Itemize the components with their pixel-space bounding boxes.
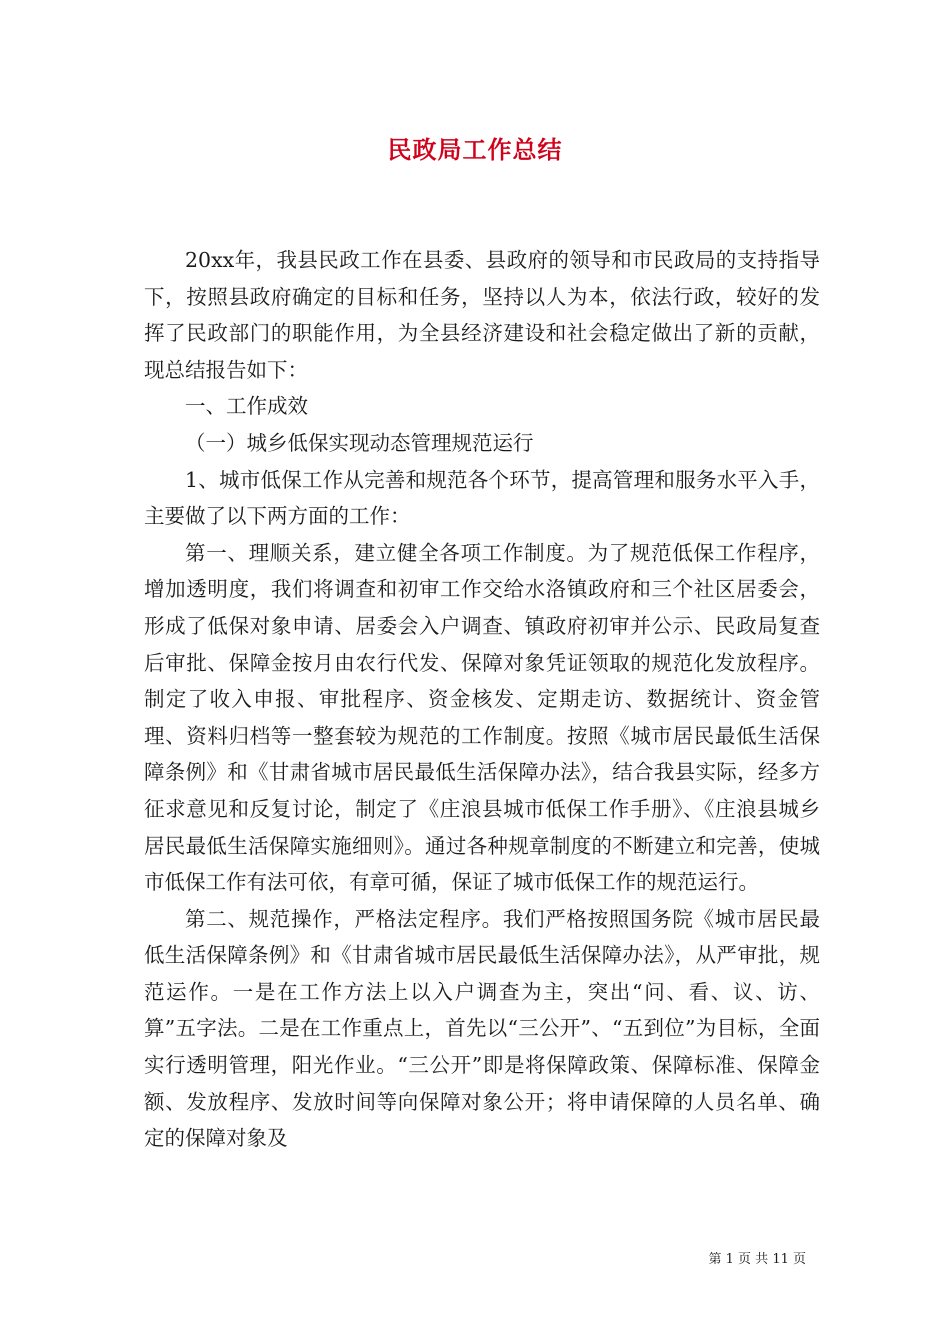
paragraph-first: 第一、理顺关系，建立健全各项工作制度。为了规范低保工作程序，增加透明度，我们将调查和初审工作交给水洛镇政府和三个社区居委会，形成了低保对象申请、居委会入户调查、镇政府初审并公示、民政局复查后审批、保障金按月由农行代发、保障对象凭证领取的规范化发放程序。制定了收入申报、审批程序、资金核发、定期走访、数据统计、资金管理、资料归档等一整套较为规范的工作制度。按照《城市居民最低生活保障条例》和《甘肃省城市居民最低生活保障办法》，结合我县实际，经多方征求意见和反复讨论，制定了《庄浪县城市低保工作手册》、《庄浪县城乡居民最低生活保障实施细则》。通过各种规章制度的不断建立和完善，使城市低保工作有法可依，有章可循，保证了城市低保工作的规范运行。 [144, 540, 820, 895]
document-title: 民政局工作总结 [387, 136, 563, 164]
heading-subsection-1: （一）城乡低保实现动态管理规范运行 [185, 430, 534, 455]
document-body [144, 242, 820, 1157]
paragraph-item-1: 1、城市低保工作从完善和规范各个环节，提高管理和服务水平入手，主要做了以下两方面的工作： [144, 467, 820, 529]
paragraph-second: 第二、规范操作，严格法定程序。我们严格按照国务院《城市居民最低生活保障条例》和《甘肃省城市居民最低生活保障办法》，从严审批，规范运作。一是在工作方法上以入户调查为主，突出“问、看、议、访、算”五字法。二是在工作重点上，首先以“三公开”、“五到位”为目标，全面实行透明管理，阳光作业。“三公开”即是将保障政策、保障标准、保障金额、发放程序、发放时间等向保障对象公开；将申请保障的人员名单、确定的保障对象及 [144, 906, 820, 1151]
paragraph-intro: 20xx年，我县民政工作在县委、县政府的领导和市民政局的支持指导下，按照县政府确定的目标和任务，坚持以人为本，依法行政，较好的发挥了民政部门的职能作用，为全县经济建设和社会稳定做出了新的贡献，现总结报告如下： [144, 248, 820, 382]
heading-section-1: 一、工作成效 [185, 394, 308, 419]
page-number-footer: 第 1 页 共 11 页 [708, 1252, 806, 1267]
